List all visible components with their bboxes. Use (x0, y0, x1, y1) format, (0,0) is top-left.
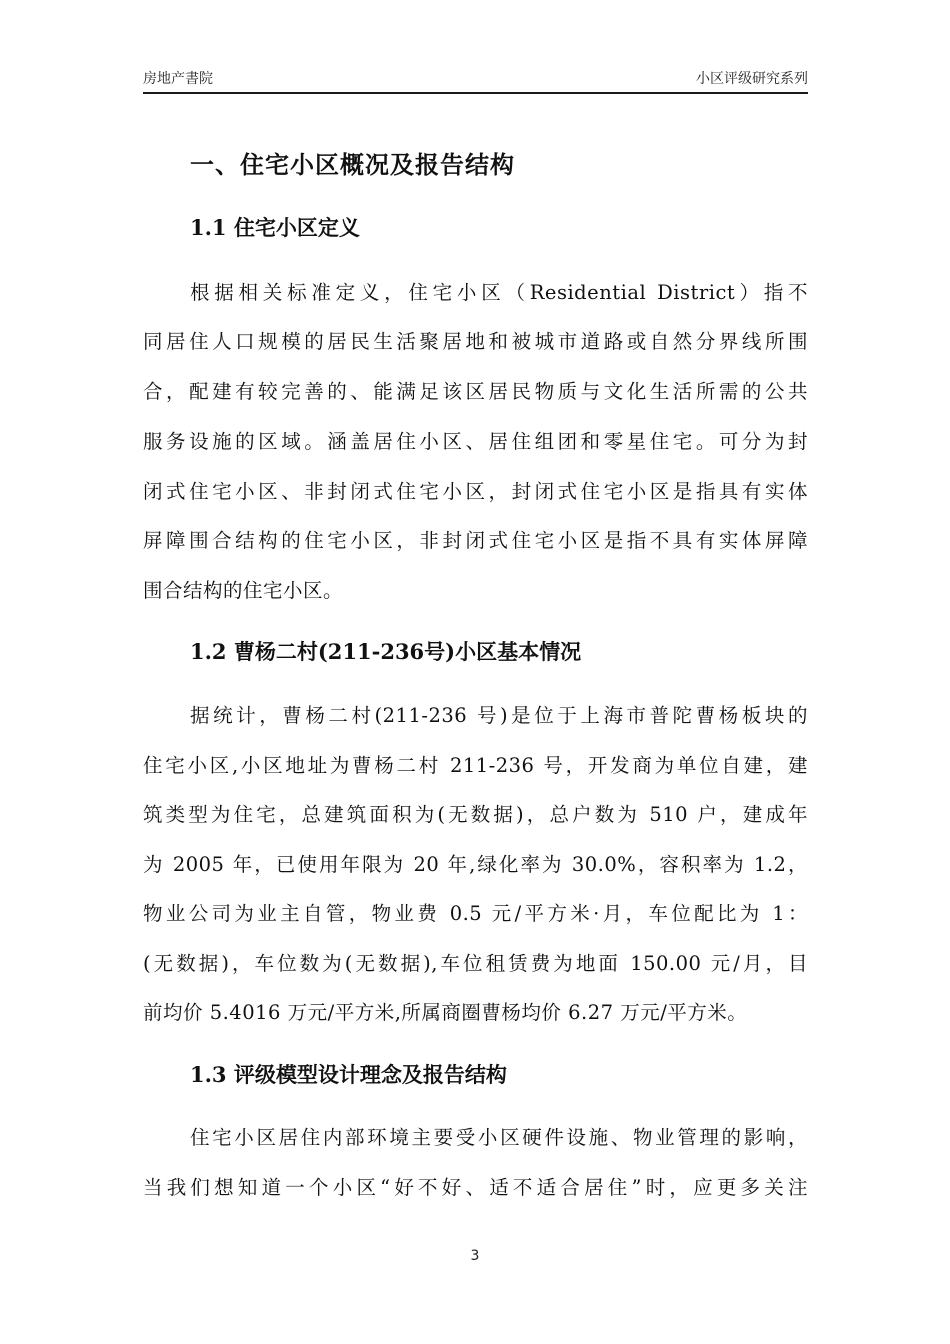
paragraph-line: 根据相关标准定义，住宅小区（Residential District）指不 (190, 281, 808, 304)
paragraph-line: 闭式住宅小区、非封闭式住宅小区，封闭式住宅小区是指具有实体 (143, 480, 808, 503)
paragraph-line: 屏障围合结构的住宅小区，非封闭式住宅小区是指不具有实体屏障 (143, 529, 808, 552)
subsection-title-1-3: 1.3 评级模型设计理念及报告结构 (190, 1062, 507, 1087)
paragraph-line: 当我们想知道一个小区“好不好、适不适合居住”时，应更多关注 (143, 1176, 808, 1199)
page-header (143, 66, 808, 94)
paragraph-line: 合，配建有较完善的、能满足该区居民物质与文化生活所需的公共 (143, 380, 808, 403)
page-number: 3 (470, 1248, 480, 1264)
paragraph-line: 前均价 5.4016 万元/平方米,所属商圈曹杨均价 6.27 万元/平方米。 (143, 1001, 748, 1024)
paragraph-line: 物业公司为业主自管，物业费 0.5 元/平方米·月，车位配比为 1： (143, 902, 808, 925)
paragraph-line: (无数据)，车位数为(无数据),车位租赁费为地面 150.00 元/月，目 (143, 952, 808, 975)
paragraph-line: 围合结构的住宅小区。 (143, 579, 344, 602)
paragraph-line: 服务设施的区域。涵盖居住小区、居住组团和零星住宅。可分为封 (143, 430, 808, 453)
paragraph-line: 住宅小区,小区地址为曹杨二村 211-236 号，开发商为单位自建，建 (143, 754, 808, 777)
section-title: 一、住宅小区概况及报告结构 (190, 150, 515, 179)
subsection-title-1-1: 1.1 住宅小区定义 (190, 215, 360, 240)
paragraph-line: 为 2005 年，已使用年限为 20 年,绿化率为 30.0%，容积率为 1.2， (143, 853, 808, 876)
paragraph-line: 住宅小区居住内部环境主要受小区硬件设施、物业管理的影响， (190, 1126, 808, 1149)
header-series: 小区评级研究系列 (696, 71, 808, 87)
header-publisher: 房地产書院 (143, 71, 213, 87)
paragraph-line: 同居住人口规模的居民生活聚居地和被城市道路或自然分界线所围 (143, 330, 808, 353)
paragraph-line: 筑类型为住宅，总建筑面积为(无数据)，总户数为 510 户，建成年 (143, 803, 808, 826)
subsection-title-1-2: 1.2 曹杨二村(211-236号)小区基本情况 (190, 639, 582, 664)
paragraph-line: 据统计，曹杨二村(211-236 号)是位于上海市普陀曹杨板块的 (190, 704, 808, 727)
